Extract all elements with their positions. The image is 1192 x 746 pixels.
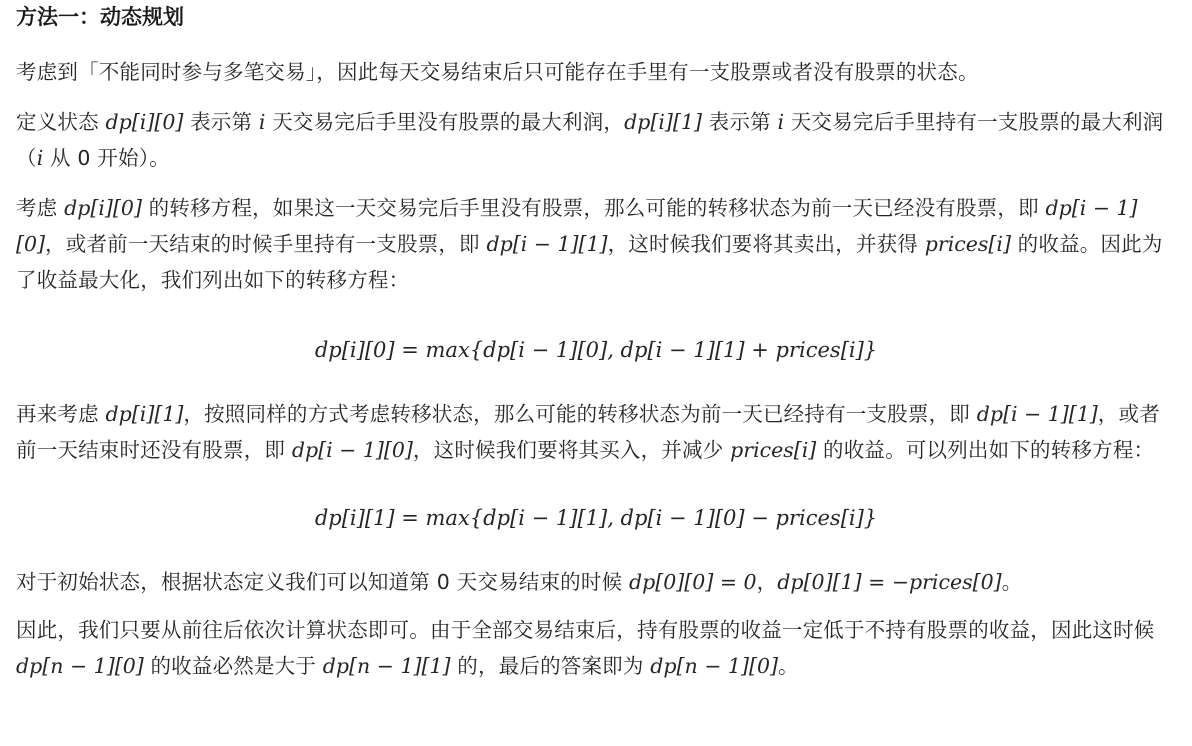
text: 表示第 xyxy=(701,110,778,134)
math-inline: dp[0][0] = 0 xyxy=(629,570,757,594)
text: 表示第 xyxy=(183,110,259,134)
paragraph-transition-0 xyxy=(16,190,1176,298)
math-inline: dp[i − 1][1] xyxy=(976,402,1098,426)
math-inline: dp[i][0] xyxy=(64,196,142,220)
text: 因此，我们只要从前往后依次计算状态即可。由于全部交易结束后，持有股票的收益一定低于不持有股票的收益，因此这时候 xyxy=(16,618,1155,642)
math-inline: dp[i − 1][0] xyxy=(291,438,413,462)
paragraph-state-definition xyxy=(16,104,1176,176)
math-inline: dp[i][0] xyxy=(105,110,184,134)
math-inline: i xyxy=(258,110,266,134)
math-inline: i xyxy=(777,110,785,134)
text: 。 xyxy=(1001,570,1023,594)
paragraph-intro: 考虑到「不能同时参与多笔交易」，因此每天交易结束后只可能存在手里有一支股票或者没有股票的状态。 xyxy=(16,60,979,84)
text: 从 0 开始）。 xyxy=(43,146,170,170)
text: ，这时候我们要将其买入，并减少 xyxy=(412,438,731,462)
text: ，这时候我们要将其卖出，并获得 xyxy=(607,232,925,256)
math-inline: dp[i][1] xyxy=(624,110,702,134)
text: 的收益。因此为了收益最大化，我们列出如下的转移方程： xyxy=(16,232,1163,292)
text: 天交易完后手里没有股票的最大利润， xyxy=(265,110,625,134)
math-inline: prices[i] xyxy=(730,438,817,462)
text: ，按照同样的方式考虑转移状态，那么可能的转移状态为前一天已经持有一支股票，即 xyxy=(183,402,977,426)
paragraph-conclusion xyxy=(16,612,1176,684)
text: ， xyxy=(756,570,778,594)
math-inline: dp[i − 1][1] xyxy=(486,232,608,256)
section-heading: 方法一：动态规划 xyxy=(16,5,184,29)
text: 的收益。可以列出如下的转移方程： xyxy=(816,438,1155,462)
text: 的收益必然是大于 xyxy=(143,654,323,678)
math-inline: dp[n − 1][0] xyxy=(650,654,779,678)
equation-transition-0: dp[i][0] = max{dp[i − 1][0], dp[i − 1][1] + prices[i]} xyxy=(314,338,878,362)
math-inline: dp[i][1] xyxy=(105,402,184,426)
math-inline: prices[i] xyxy=(924,232,1011,256)
text: 天交易完后手里持有一支股票的最大利润（ xyxy=(16,110,1164,170)
text: 。 xyxy=(778,654,799,678)
math-inline: dp[0][1] = −prices[0] xyxy=(777,570,1002,594)
paragraph-initial-state xyxy=(16,564,1176,600)
math-inline: dp[n − 1][1] xyxy=(322,654,451,678)
math-inline: dp[n − 1][0] xyxy=(16,654,144,678)
text: 再来考虑 xyxy=(16,402,106,426)
math-inline: i xyxy=(36,146,44,170)
text: ，或者前一天结束的时候手里持有一支股票，即 xyxy=(45,232,487,256)
text: 的，最后的答案即为 xyxy=(450,654,651,678)
text: 的转移方程，如果这一天交易完后手里没有股票，那么可能的转移状态为前一天已经没有股票，即 xyxy=(141,196,1046,220)
text: ，或者前一天结束时还没有股票，即 xyxy=(16,402,1160,462)
equation-transition-1: dp[i][1] = max{dp[i − 1][1], dp[i − 1][0] − prices[i]} xyxy=(314,506,878,530)
math-inline: dp[i − 1][0] xyxy=(16,196,1138,256)
text: 对于初始状态，根据状态定义我们可以知道第 0 天交易结束的时候 xyxy=(16,570,629,594)
paragraph-transition-1 xyxy=(16,396,1176,468)
text: 考虑 xyxy=(16,196,65,220)
text: 定义状态 xyxy=(16,110,106,134)
